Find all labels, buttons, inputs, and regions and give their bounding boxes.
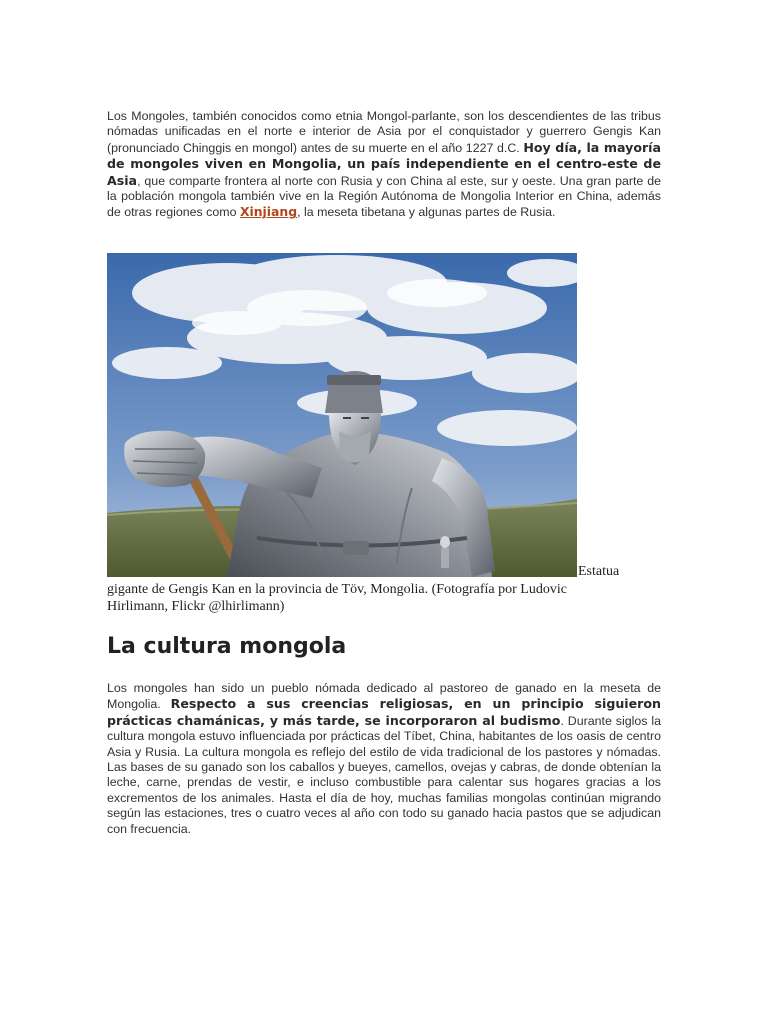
culture-text-1: Los mongoles han sido un pueblo nómada dedicado al pastoreo de ganado en la meseta de Mongolia. xyxy=(107,681,661,712)
culture-paragraph xyxy=(107,681,661,837)
intro-paragraph xyxy=(107,109,661,221)
photo-caption-start: Estatua xyxy=(578,564,620,579)
photo-caption: gigante de Gengis Kan en la provincia de Töv, Mongolia. (Fotografía por Ludovic Hirlimann, Flickr @lhirlimann) xyxy=(107,582,567,614)
intro-text-1: Los Mongoles, también conocidos como etnia Mongol-parlante, son los descendientes de las tribus nómadas unificadas en el norte e interior de Asia por el conquistador y guerrero Gengis Kan (pronunciado Chinggis en mongol) antes de su muerte en el año 1227 d.C. xyxy=(107,109,661,155)
intro-text-3: , la meseta tibetana y algunas partes de Rusia. xyxy=(297,205,556,220)
xinjiang-link[interactable]: Xinjiang xyxy=(239,204,298,220)
genghis-khan-statue-photo xyxy=(107,253,577,577)
section-heading: La cultura mongola xyxy=(107,634,347,659)
culture-text-2: . Durante siglos la cultura mongola estuvo influenciada por prácticas del Tíbet, China, habitantes de los oasis de centro Asia y Rusia. La cultura mongola es reflejo del estilo de vida tradicional de los pastores y nómadas. Las bases de su ganado son los caballos y bueyes, camellos, ovejas y cabras, de donde obtenían la leche, carne, prendas de vestir, e incluso combustible para calentar sus hogares gracias a los excrementos de los animales. Hasta el día de hoy, muchas familias mongolas continúan migrando según las estaciones, tres o cuatro veces al año con todo su ganado hacia pastos que se adjudican con frecuencia. xyxy=(107,713,661,836)
intro-bold-text: Hoy día, la mayoría de mongoles viven en Mongolia, un país independiente en el centro-este de Asia xyxy=(107,139,661,188)
culture-bold-text: Respecto a sus creencias religiosas, en un principio siguieron prácticas chamánicas, y más tarde, se incorporaron al budismo xyxy=(107,696,661,728)
intro-text-2: , que comparte frontera al norte con Rusia y con China al este, sur y oeste. Una gran parte de la población mongola también vive en la Región Autónoma de Mongolia Interior en China, además de otras regiones como xyxy=(107,173,661,220)
